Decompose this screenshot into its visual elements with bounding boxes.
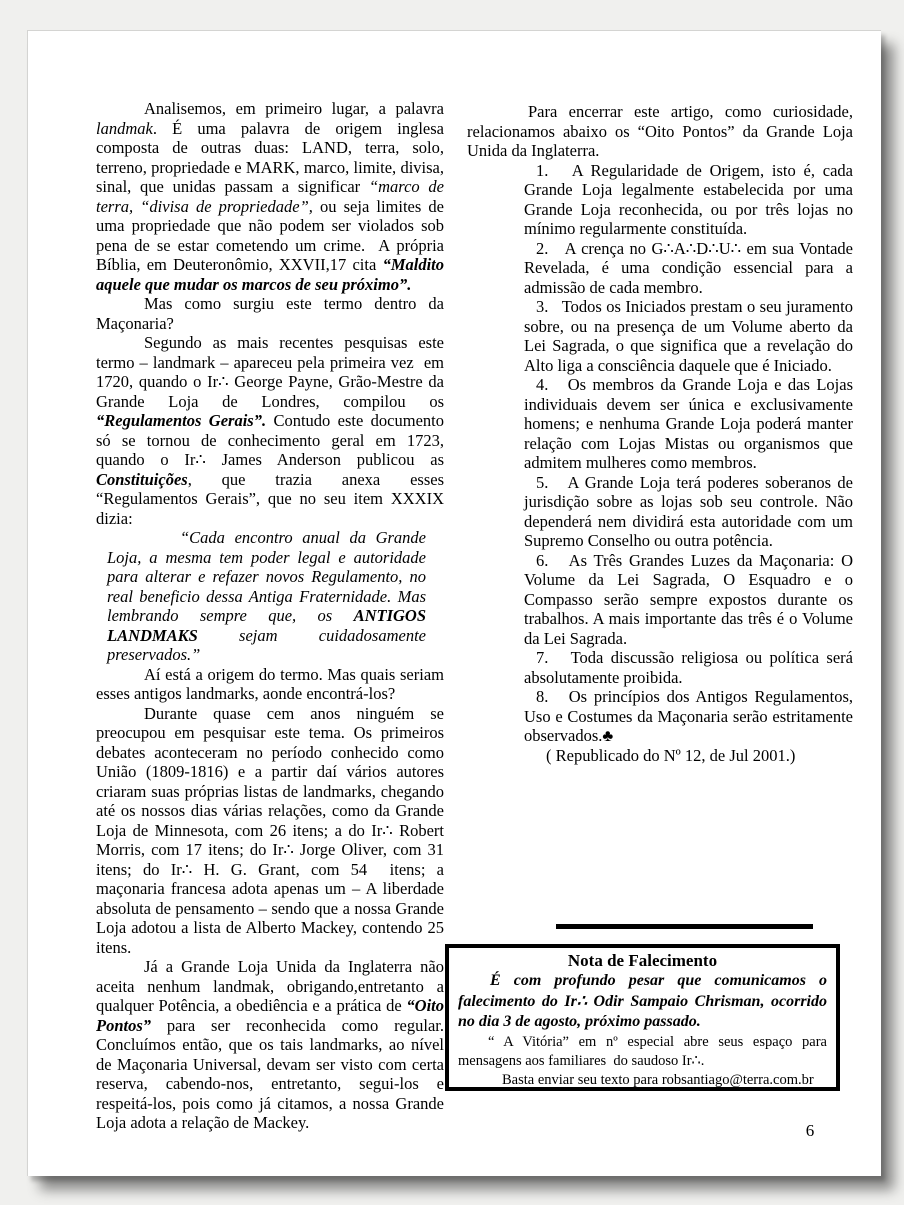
death-notice-title: Nota de Falecimento [567,951,718,970]
death-notice-body: É com profundo pesar que comunicamos o falecimento do Ir∴ Odir Sampaio Chrisman, ocorrido no dia 3 de agosto, próximo passado. [458,972,827,1030]
article-column-right [467,102,853,765]
paragraph-conclusion: Já a Grande Loja Unida da Inglaterra não aceita nenhum landmak, obrigando,entretanto a qualquer Potência, a obediência e a prática de “Oito Pontos” para ser reconhecida como regular. Concluímos então, que os tais landmarks, ao nível de Maçonaria Universal, devam ser visto com certa reserva, cabendo-nos, entretanto, segui-los e respeitá-los, pois como já citamos, a nossa Grande Loja adota a relação de Mackey. [96,957,444,1132]
block-quote-item-xxxix: “Cada encontro anual da Grande Loja, a mesma tem poder legal e autoridade para alterar e refazer novos Regulamento, no real beneficio dessa Antiga Fraternidade. Mas lembrando sempre que, os ANTIGOS LANDMAKS sejam cuidadosamente preservados.” [107,528,426,664]
list-item-5: 5. A Grande Loja terá poderes soberanos de jurisdição sobre as lojas sob seu controle. Não dependerá nem dividirá esta autoridade com um Supremo Conselho ou outra potência. [524,472,853,550]
document-page [27,30,881,1176]
list-item-1: 1. A Regularidade de Origem, isto é, cada Grande Loja legalmente estabelecida por uma Grande Loja reconhecida, ou por três lojas no mínimo regularmente constituída. [524,160,853,238]
paragraph-landmark-intro: Analisemos, em primeiro lugar, a palavra landmak. É uma palavra de origem inglesa composta de outras duas: LAND, terra, solo, terreno, propriedade e MARK, marco, limite, divisa, sinal, que unidas passam a significar “marco de terra, “divisa de propriedade”, ou seja limites de uma propriedade que não podem ser violados sob pena de se estar cometendo um crime. A própria Bíblia, em Deuteronômio, XXVII,17 cita “Maldito aquele que mudar os marcos de seu próximo”. [96,99,444,294]
list-item-2: 2. A crença no G∴A∴D∴U∴ em sua Vontade Revelada, é uma condição essencial para a admissão de cada membro. [524,238,853,297]
club-suit-icon: ♣ [602,726,614,745]
death-notice-contact: Basta enviar seu texto para robsantiago@terra.com.br [502,1071,814,1088]
list-item-4: 4. Os membros da Grande Loja e das Lojas individuais devem ser única e exclusivamente homens; e nenhuma Grande Loja poderá manter relação com Lojas Mistas ou organismos que admitem mulheres como membros. [524,375,853,472]
page-number: 6 [805,1121,815,1140]
email-address: robsantiago@terra.com.br [661,1071,814,1088]
list-item-6: 6. As Três Grandes Luzes da Maçonaria: O Volume da Lei Sagrada, O Esquadro e o Compasso serão sempre expostos durante os trabalhos. A mais importante das três é o Volume da Lei Sagrada. [524,550,853,648]
list-item-8: 8. Os princípios dos Antigos Regulamentos, Uso e Costumes da Maçonaria serão estritamente observados.♣ [524,687,853,745]
republication-note: ( Republicado do Nº 12, de Jul 2001.) [546,745,796,765]
paragraph-lists: Durante quase cem anos ninguém se preocupou em pesquisar este tema. Os primeiros debates aconteceram no período conhecido como União (1809-1816) e a partir daí vários autores criaram suas próprias listas de landmarks, chegando até os nossos dias várias relações, como da Grande Loja de Minnesota, com 26 itens; a do Ir∴ Robert Morris, com 17 itens; do Ir∴ Jorge Oliver, com 31 itens; do Ir∴ H. G. Grant, com 54 itens; a maçonaria francesa adota apenas um – A liberdade absoluta de pensamento – sendo que a nossa Grande Loja adotou a lista de Alberto Mackey, contendo 25 itens. [96,703,444,957]
list-item-7: 7. Toda discussão religiosa ou política será absolutamente proibida. [524,648,853,687]
paragraph-origin: Aí está a origem do termo. Mas quais seriam esses antigos landmarks, aonde encontrá-los? [96,664,444,703]
death-notice-tribute: “ A Vitória” em nº especial abre seus espaço para mensagens aos familiares do saudoso Ir∴. [458,1033,827,1069]
death-notice-box [445,944,840,1091]
paragraph-history: Segundo as mais recentes pesquisas este termo – landmark – apareceu pela primeira vez em 1720, quando o Ir∴ George Payne, Grão-Mestre da Grande Loja de Londres, compilou os “Regulamentos Gerais”. Contudo este documento só se tornou de conhecimento geral em 1723, quando o Ir∴ James Anderson publicou as Constituições, que trazia anexa esses “Regulamentos Gerais”, que no seu item XXXIX dizia: [96,333,444,528]
separator-line [556,924,813,929]
paragraph-question: Mas como surgiu este termo dentro da Maçonaria? [96,294,444,333]
paragraph-eight-points-intro: Para encerrar este artigo, como curiosidade, relacionamos abaixo os “Oito Pontos” da Grande Loja Unida da Inglaterra. [467,102,853,160]
article-column-left [96,99,444,1133]
list-item-3: 3. Todos os Iniciados prestam o seu juramento sobre, ou na presença de um Volume aberto da Lei Sagrada, o que significa que a revelação do Alto liga a consciência daquele que é Iniciado. [524,297,853,375]
